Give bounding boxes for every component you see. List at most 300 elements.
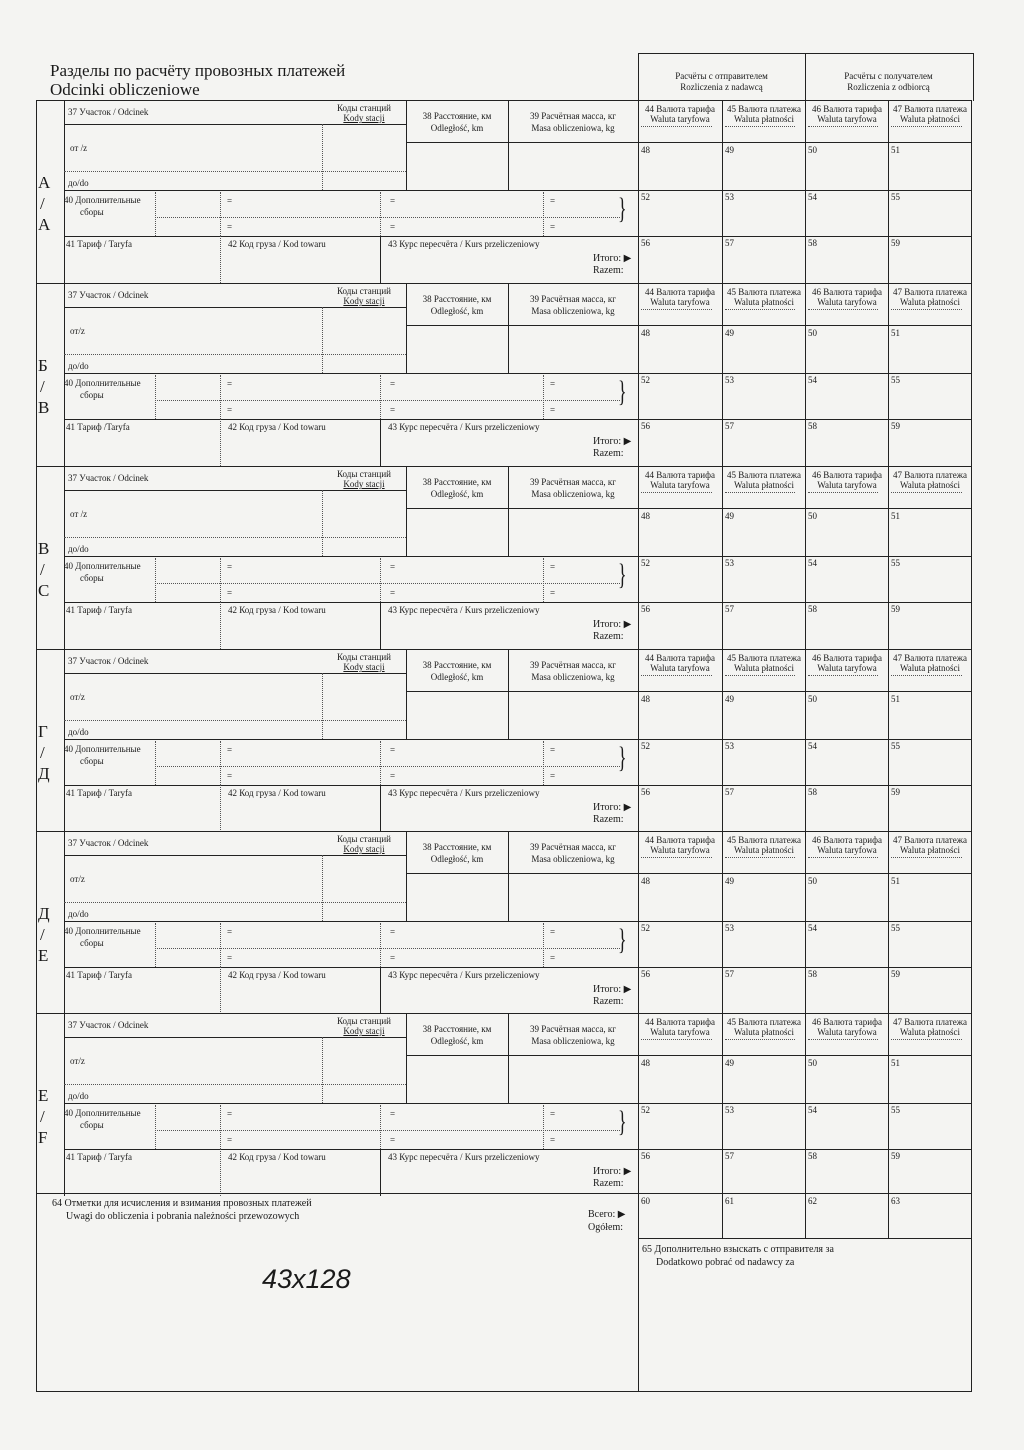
equals-sign: = xyxy=(550,1135,556,1145)
equals-sign: = xyxy=(390,196,396,206)
fees-dotted-col xyxy=(380,375,381,419)
f45-label-pl: Waluta płatności xyxy=(733,297,794,307)
equals-sign: = xyxy=(390,953,396,963)
amount-row-line xyxy=(638,1055,972,1056)
letters-column-line xyxy=(64,1013,65,1196)
f46-label-ru: 46 Валюта тарифа xyxy=(812,653,882,663)
field-63-number: 63 xyxy=(891,1196,900,1206)
station-dotted-line xyxy=(64,1084,406,1085)
section-separator xyxy=(36,1013,972,1014)
tariff-dotted-col xyxy=(220,785,221,832)
from-station-label: от /z xyxy=(70,143,88,153)
footer-divider xyxy=(638,1193,639,1392)
f45-label-pl: Waluta płatności xyxy=(733,114,794,124)
segment-label: 37 Участок / Odcinek xyxy=(68,1020,149,1030)
mass-label-pl: Masa obliczeniowa, kg xyxy=(531,489,615,499)
remarks-label-pl: Uwagi do obliczenia i pobrania należności przewozowych xyxy=(66,1211,300,1222)
station-dotted-line xyxy=(64,902,406,903)
f46-label-pl: Waluta taryfowa xyxy=(817,845,877,855)
section-letter-to: А xyxy=(38,215,51,234)
additional-fees-label-2: сборы xyxy=(80,207,104,217)
equals-sign: = xyxy=(390,745,396,755)
additional-fees-label-2: сборы xyxy=(80,390,104,400)
cell-number: 49 xyxy=(725,511,734,521)
equals-sign: = xyxy=(390,379,396,389)
tariff-dotted-col xyxy=(220,236,221,283)
fees-dotted-col xyxy=(155,741,156,785)
tariff-col-line xyxy=(380,785,381,832)
f44-label-pl: Waluta taryfowa xyxy=(650,114,710,124)
page-title-ru: Разделы по расчёту провозных платежей xyxy=(50,61,346,80)
to-station-label: до/do xyxy=(68,178,89,188)
cell-number: 59 xyxy=(891,787,900,797)
currency-dotted-line xyxy=(891,492,962,493)
exchange-rate-label: 43 Курс пересчёта / Kurs przeliczeniowy xyxy=(388,239,540,249)
cell-number: 50 xyxy=(808,328,817,338)
subtotal-label-pl: Razem: xyxy=(593,1178,624,1189)
f47-label-pl: Waluta płatności xyxy=(899,480,960,490)
distance-label-ru: 38 Расстояние, км xyxy=(422,294,492,304)
currency-dotted-line xyxy=(808,675,878,676)
amount-row-line xyxy=(638,1103,972,1104)
equals-sign: = xyxy=(550,1109,556,1119)
from-station-label: от/z xyxy=(70,692,85,702)
cell-number: 49 xyxy=(725,1058,734,1068)
mass-label-pl: Masa obliczeniowa, kg xyxy=(531,306,615,316)
currency-dotted-line xyxy=(808,309,878,310)
station-code-dotted xyxy=(322,673,323,739)
amount-col-line xyxy=(805,283,806,466)
f47-label-ru: 47 Валюта платежа xyxy=(893,287,967,297)
cell-number: 55 xyxy=(891,558,900,568)
cell-number: 54 xyxy=(808,192,817,202)
currency-dotted-line xyxy=(891,675,962,676)
cell-number: 58 xyxy=(808,969,817,979)
equals-sign: = xyxy=(390,405,396,415)
segment-label: 37 Участок / Odcinek xyxy=(68,656,149,666)
amount-col-line xyxy=(888,466,889,649)
mass-label-ru: 39 Расчётная масса, кг xyxy=(529,477,616,487)
letters-column-line xyxy=(64,466,65,649)
additional-fees-label-2: сборы xyxy=(80,938,104,948)
f45-label-ru: 45 Валюта платежа xyxy=(727,287,801,297)
distance-label-pl: Odległość, km xyxy=(430,123,484,133)
cell-number: 49 xyxy=(725,694,734,704)
cell-number: 50 xyxy=(808,694,817,704)
equals-sign: = xyxy=(390,927,396,937)
f44-label-ru: 44 Валюта тарифа xyxy=(645,104,715,114)
mass-label-pl: Masa obliczeniowa, kg xyxy=(531,672,615,682)
f46-label-pl: Waluta taryfowa xyxy=(817,114,877,124)
amount-col-line xyxy=(722,831,723,1014)
tariff-dotted-col xyxy=(220,602,221,649)
equals-sign: = xyxy=(227,562,233,572)
currency-dotted-line xyxy=(725,309,795,310)
fees-dotted-row xyxy=(155,1130,620,1131)
f44-label-ru: 44 Валюта тарифа xyxy=(645,287,715,297)
station-codes-label-ru: Коды станций xyxy=(337,469,391,479)
equals-sign: = xyxy=(550,379,556,389)
letters-column-line xyxy=(64,283,65,466)
fees-brace-icon: } xyxy=(618,192,627,225)
section-letter-from: Б xyxy=(38,356,48,375)
additional-fees-label-1: 40 Дополнительные xyxy=(64,561,141,571)
field-62-number: 62 xyxy=(808,1196,817,1206)
amount-col-line xyxy=(888,283,889,466)
cell-number: 50 xyxy=(808,876,817,886)
grand-total-label-ru: Всего: ▶ xyxy=(588,1209,626,1220)
equals-sign: = xyxy=(390,1109,396,1119)
cell-number: 53 xyxy=(725,741,734,751)
from-station-label: от/z xyxy=(70,874,85,884)
fees-dotted-col xyxy=(543,1105,544,1149)
distance-label-ru: 38 Расстояние, км xyxy=(422,842,492,852)
fees-dotted-col xyxy=(220,1105,221,1149)
amount-row-line xyxy=(638,785,972,786)
distance-label-pl: Odległość, km xyxy=(430,306,484,316)
fees-dotted-col xyxy=(380,558,381,602)
fees-dotted-col xyxy=(543,558,544,602)
tariff-label: 41 Тариф / Taryfa xyxy=(66,239,133,249)
cell-number: 58 xyxy=(808,421,817,431)
subtotal-label-pl: Razem: xyxy=(593,631,624,642)
cargo-code-label: 42 Код груза / Kod towaru xyxy=(228,970,326,980)
distance-label-ru: 38 Расстояние, км xyxy=(422,660,492,670)
footer-total-line xyxy=(638,1238,972,1239)
section-letter-from: Г xyxy=(38,722,48,741)
currency-dotted-line xyxy=(891,1039,962,1040)
equals-sign: = xyxy=(227,222,233,232)
cell-number: 57 xyxy=(725,787,734,797)
f46-label-ru: 46 Валюта тарифа xyxy=(812,287,882,297)
page-title-pl: Odcinki obliczeniowe xyxy=(50,80,200,99)
segment-underline xyxy=(64,855,406,856)
f45-label-pl: Waluta płatności xyxy=(733,663,794,673)
f44-label-ru: 44 Валюта тарифа xyxy=(645,835,715,845)
cell-number: 51 xyxy=(891,145,900,155)
to-station-label: до/do xyxy=(68,727,89,737)
cell-number: 59 xyxy=(891,238,900,248)
currency-dotted-line xyxy=(808,126,878,127)
col-row-line xyxy=(406,508,638,509)
equals-sign: = xyxy=(227,405,233,415)
station-dotted-line xyxy=(64,171,406,172)
fees-brace-icon: } xyxy=(618,1105,627,1138)
section-letter-to: Е xyxy=(38,946,49,965)
fees-brace-icon: } xyxy=(618,375,627,408)
letters-column-line xyxy=(64,649,65,832)
subtotal-label-ru: Итого: ▶ xyxy=(593,619,632,630)
f44-label-ru: 44 Валюта тарифа xyxy=(645,1017,715,1027)
currency-dotted-line xyxy=(891,309,962,310)
sender-settlement-ru: Расчёты с отправителем xyxy=(675,71,768,81)
section-letter-separator: / xyxy=(40,925,45,944)
equals-sign: = xyxy=(227,953,233,963)
cell-number: 50 xyxy=(808,1058,817,1068)
station-codes-label-ru: Коды станций xyxy=(337,834,391,844)
cell-number: 48 xyxy=(641,876,650,886)
tariff-col-line xyxy=(380,967,381,1014)
to-station-label: до/do xyxy=(68,361,89,371)
station-code-dotted xyxy=(322,490,323,556)
cell-number: 59 xyxy=(891,421,900,431)
tariff-col-line xyxy=(380,236,381,283)
field-61-number: 61 xyxy=(725,1196,734,1206)
station-code-dotted xyxy=(322,124,323,190)
row-line xyxy=(64,373,638,374)
section-letter-from: В xyxy=(38,539,50,558)
mass-label-ru: 39 Расчётная масса, кг xyxy=(529,842,616,852)
currency-dotted-line xyxy=(891,857,962,858)
cell-number: 51 xyxy=(891,1058,900,1068)
row-line xyxy=(64,967,638,968)
fees-dotted-col xyxy=(543,375,544,419)
currency-dotted-line xyxy=(641,492,712,493)
cell-number: 48 xyxy=(641,511,650,521)
cell-number: 52 xyxy=(641,1105,650,1115)
section-letter-separator: / xyxy=(40,194,45,213)
row-line xyxy=(64,785,638,786)
segment-underline xyxy=(64,1037,406,1038)
cargo-code-label: 42 Код груза / Kod towaru xyxy=(228,788,326,798)
section-letter-to: В xyxy=(38,398,50,417)
cell-number: 55 xyxy=(891,192,900,202)
amount-col-line xyxy=(888,831,889,1014)
additional-fees-label-1: 40 Дополнительные xyxy=(64,926,141,936)
additional-fees-label-2: сборы xyxy=(80,1120,104,1130)
section-letter-from: Е xyxy=(38,1086,49,1105)
amount-row-line xyxy=(638,325,972,326)
fees-dotted-col xyxy=(155,558,156,602)
fees-dotted-col xyxy=(543,923,544,967)
grand-total-label-pl: Ogółem: xyxy=(588,1222,623,1233)
equals-sign: = xyxy=(227,927,233,937)
subtotal-label-ru: Итого: ▶ xyxy=(593,1166,632,1177)
equals-sign: = xyxy=(390,1135,396,1145)
segment-label: 37 Участок / Odcinek xyxy=(68,107,149,117)
equals-sign: = xyxy=(227,379,233,389)
f47-label-ru: 47 Валюта платежа xyxy=(893,1017,967,1027)
col-row-line xyxy=(406,325,638,326)
equals-sign: = xyxy=(550,562,556,572)
tariff-dotted-col xyxy=(220,967,221,1014)
cargo-code-label: 42 Код груза / Kod towaru xyxy=(228,239,326,249)
cell-number: 54 xyxy=(808,375,817,385)
amount-row-line xyxy=(638,236,972,237)
section-right-divider xyxy=(638,283,639,466)
cell-number: 54 xyxy=(808,1105,817,1115)
cell-number: 48 xyxy=(641,328,650,338)
f46-label-pl: Waluta taryfowa xyxy=(817,297,877,307)
section-letter-separator: / xyxy=(40,377,45,396)
currency-dotted-line xyxy=(641,857,712,858)
cell-number: 56 xyxy=(641,787,650,797)
equals-sign: = xyxy=(550,196,556,206)
currency-dotted-line xyxy=(725,126,795,127)
f46-label-ru: 46 Валюта тарифа xyxy=(812,104,882,114)
section-separator xyxy=(36,283,972,284)
amount-col-line xyxy=(888,100,889,283)
amount-row-line xyxy=(638,602,972,603)
section-letter-from: А xyxy=(38,173,51,192)
f47-label-pl: Waluta płatności xyxy=(899,845,960,855)
row-line xyxy=(64,190,638,191)
cell-number: 56 xyxy=(641,1151,650,1161)
cell-number: 53 xyxy=(725,923,734,933)
f44-label-pl: Waluta taryfowa xyxy=(650,480,710,490)
remarks-label-ru: 64 Отметки для исчисления и взимания провозных платежей xyxy=(52,1198,312,1209)
cargo-code-label: 42 Код груза / Kod towaru xyxy=(228,1152,326,1162)
additional-charge-label-ru: 65 Дополнительно взыскать с отправителя за xyxy=(642,1244,834,1255)
section-letter-separator: / xyxy=(40,743,45,762)
col-row-line xyxy=(406,873,638,874)
cell-number: 55 xyxy=(891,923,900,933)
cell-number: 51 xyxy=(891,876,900,886)
additional-charge-label-pl: Dodatkowo pobrać od nadawcy za xyxy=(656,1257,795,1268)
additional-fees-label-1: 40 Дополнительные xyxy=(64,744,141,754)
fees-dotted-col xyxy=(543,741,544,785)
f45-label-ru: 45 Валюта платежа xyxy=(727,470,801,480)
cell-number: 51 xyxy=(891,694,900,704)
station-code-dotted xyxy=(322,307,323,373)
f46-label-ru: 46 Валюта тарифа xyxy=(812,470,882,480)
fees-dotted-col xyxy=(380,192,381,236)
amount-row-line xyxy=(638,921,972,922)
equals-sign: = xyxy=(227,745,233,755)
equals-sign: = xyxy=(227,588,233,598)
amount-col-line xyxy=(805,466,806,649)
section-letter-to: С xyxy=(38,581,50,600)
section-right-divider xyxy=(638,1013,639,1196)
section-letter-to: Д xyxy=(38,764,50,783)
segment-underline xyxy=(64,307,406,308)
amount-row-line xyxy=(638,739,972,740)
station-codes-label-ru: Коды станций xyxy=(337,103,391,113)
fees-dotted-col xyxy=(155,192,156,236)
amount-col-line xyxy=(722,466,723,649)
equals-sign: = xyxy=(550,745,556,755)
cell-number: 49 xyxy=(725,145,734,155)
subtotal-label-pl: Razem: xyxy=(593,265,624,276)
amount-row-line xyxy=(638,373,972,374)
exchange-rate-label: 43 Курс пересчёта / Kurs przeliczeniowy xyxy=(388,788,540,798)
currency-dotted-line xyxy=(641,126,712,127)
fees-dotted-col xyxy=(220,375,221,419)
fees-dotted-col xyxy=(155,1105,156,1149)
exchange-rate-label: 43 Курс пересчёта / Kurs przeliczeniowy xyxy=(388,1152,540,1162)
mass-label-ru: 39 Расчётная масса, кг xyxy=(529,660,616,670)
fees-brace-icon: } xyxy=(618,741,627,774)
cell-number: 54 xyxy=(808,558,817,568)
currency-dotted-line xyxy=(725,492,795,493)
row-line xyxy=(64,236,638,237)
additional-fees-label-2: сборы xyxy=(80,573,104,583)
equals-sign: = xyxy=(227,771,233,781)
cell-number: 56 xyxy=(641,604,650,614)
currency-dotted-line xyxy=(725,675,795,676)
cell-number: 59 xyxy=(891,1151,900,1161)
fees-dotted-col xyxy=(155,375,156,419)
receiver-settlement-ru: Расчёты с получателем xyxy=(844,71,933,81)
to-station-label: до/do xyxy=(68,1091,89,1101)
section-letter-to: F xyxy=(38,1128,48,1147)
cell-number: 55 xyxy=(891,741,900,751)
row-line xyxy=(64,556,638,557)
cell-number: 52 xyxy=(641,375,650,385)
fees-dotted-col xyxy=(220,558,221,602)
currency-dotted-line xyxy=(808,857,878,858)
segment-underline xyxy=(64,490,406,491)
f45-label-ru: 45 Валюта платежа xyxy=(727,104,801,114)
cargo-code-label: 42 Код груза / Kod towaru xyxy=(228,422,326,432)
amount-row-line xyxy=(638,419,972,420)
equals-sign: = xyxy=(227,1109,233,1119)
cell-number: 55 xyxy=(891,375,900,385)
amount-col-line xyxy=(805,1013,806,1196)
station-dotted-line xyxy=(64,720,406,721)
cell-number: 52 xyxy=(641,741,650,751)
letters-column-line xyxy=(64,100,65,283)
f46-label-ru: 46 Валюта тарифа xyxy=(812,1017,882,1027)
fees-dotted-row xyxy=(155,400,620,401)
to-station-label: до/do xyxy=(68,544,89,554)
station-codes-label-pl: Kody stacji xyxy=(343,1026,385,1036)
cell-number: 53 xyxy=(725,375,734,385)
fees-dotted-col xyxy=(380,923,381,967)
currency-dotted-line xyxy=(641,309,712,310)
mass-label-ru: 39 Расчётная масса, кг xyxy=(529,111,616,121)
f45-label-ru: 45 Валюта платежа xyxy=(727,1017,801,1027)
currency-dotted-line xyxy=(725,1039,795,1040)
cell-number: 52 xyxy=(641,192,650,202)
fees-dotted-col xyxy=(380,741,381,785)
from-station-label: от/z xyxy=(70,1056,85,1066)
section-separator xyxy=(36,831,972,832)
tariff-dotted-col xyxy=(220,1149,221,1196)
segment-label: 37 Участок / Odcinek xyxy=(68,290,149,300)
currency-dotted-line xyxy=(641,1039,712,1040)
cell-number: 58 xyxy=(808,1151,817,1161)
cell-number: 49 xyxy=(725,328,734,338)
distance-label-ru: 38 Расстояние, км xyxy=(422,477,492,487)
letters-column-line xyxy=(64,831,65,1014)
col-row-line xyxy=(406,1055,638,1056)
cell-number: 55 xyxy=(891,1105,900,1115)
segment-label: 37 Участок / Odcinek xyxy=(68,473,149,483)
distance-label-pl: Odległość, km xyxy=(430,489,484,499)
cell-number: 57 xyxy=(725,238,734,248)
cell-number: 57 xyxy=(725,969,734,979)
f47-label-pl: Waluta płatności xyxy=(899,1027,960,1037)
fees-dotted-row xyxy=(155,948,620,949)
section-letter-separator: / xyxy=(40,1107,45,1126)
fees-dotted-row xyxy=(155,766,620,767)
amount-row-line xyxy=(638,508,972,509)
section-letter-from: Д xyxy=(38,904,50,923)
cell-number: 49 xyxy=(725,876,734,886)
f46-label-pl: Waluta taryfowa xyxy=(817,663,877,673)
amount-row-line xyxy=(638,142,972,143)
tariff-col-line xyxy=(380,419,381,466)
equals-sign: = xyxy=(550,588,556,598)
receiver-settlement-pl: Rozliczenia z odbiorcą xyxy=(847,82,930,92)
tariff-label: 41 Тариф /Taryfa xyxy=(66,422,130,432)
subtotal-label-pl: Razem: xyxy=(593,814,624,825)
cell-number: 48 xyxy=(641,694,650,704)
station-codes-label-pl: Kody stacji xyxy=(343,844,385,854)
amount-col-line xyxy=(805,649,806,832)
f44-label-ru: 44 Валюта тарифа xyxy=(645,470,715,480)
